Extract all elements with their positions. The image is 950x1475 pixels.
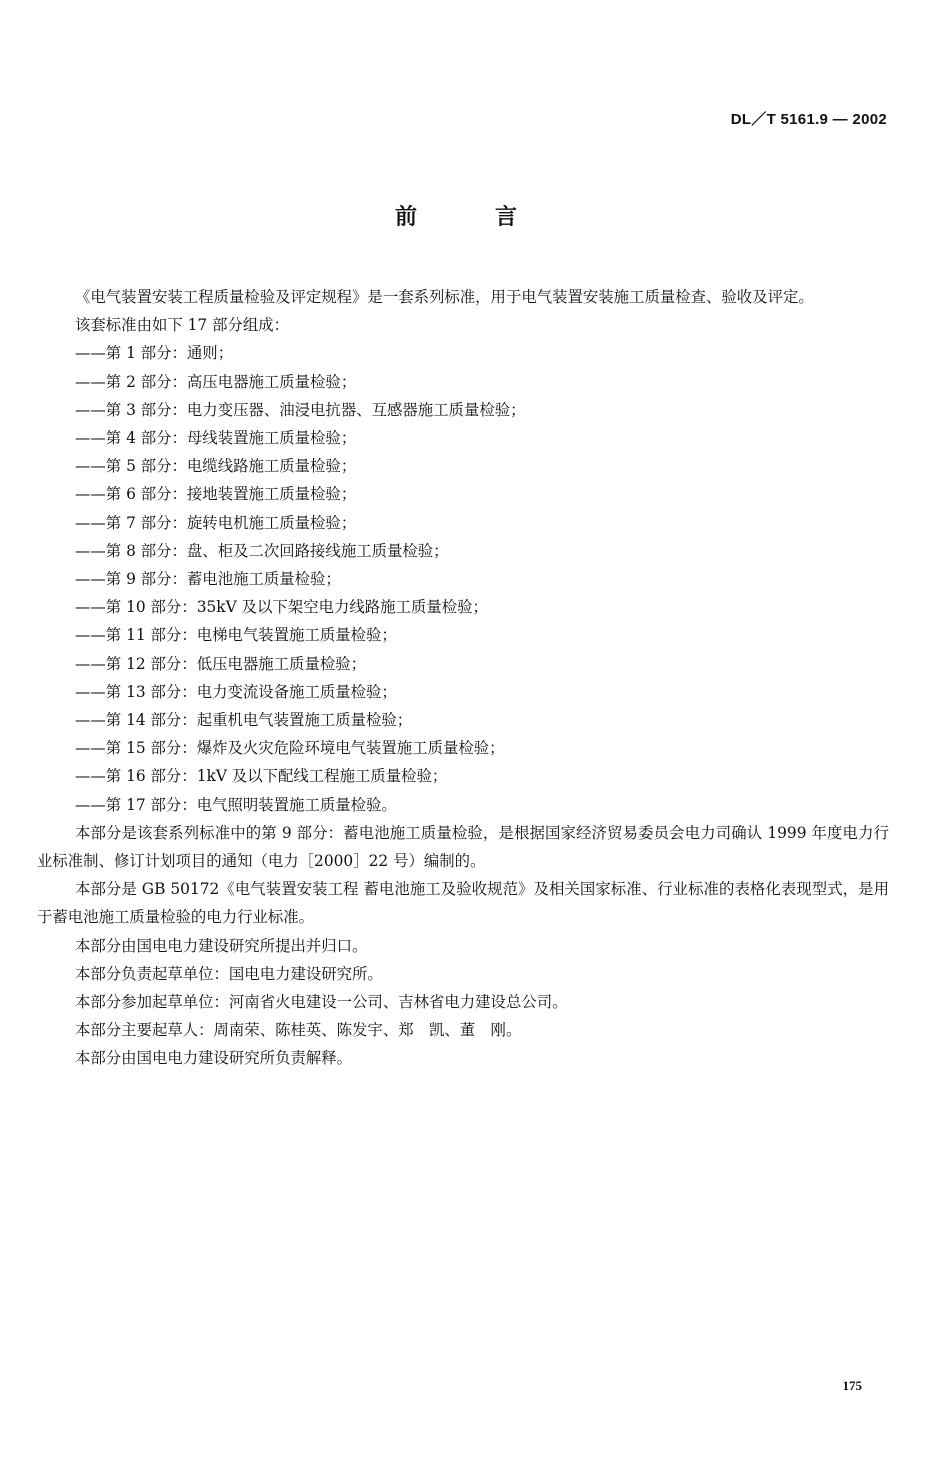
document-code: DL／T 5161.9 — 2002 <box>730 111 887 128</box>
foreword-body <box>37 283 889 1073</box>
list-item: ——第 4 部分：母线装置施工质量检验； <box>75 429 357 448</box>
intro-paragraph: 《电气装置安装工程质量检验及评定规程》是一套系列标准，用于电气装置安装施工质量检查、验收及评定。 <box>75 288 814 306</box>
list-item: ——第 13 部分：电力变流设备施工质量检验； <box>75 682 397 701</box>
list-item: ——第 6 部分：接地装置施工质量检验； <box>75 485 357 504</box>
list-item: ——第 12 部分：低压电器施工质量检验； <box>75 654 367 673</box>
proposer-paragraph: 本部分由国电电力建设研究所提出并归口。 <box>75 936 368 955</box>
list-item: ——第 7 部分：旋转电机施工质量检验； <box>75 513 357 532</box>
list-item: ——第 10 部分：35kV 及以下架空电力线路施工质量检验； <box>75 598 488 617</box>
composition-paragraph: 该套标准由如下 17 部分组成： <box>75 316 290 335</box>
section-scope-paragraph: 本部分是该套系列标准中的第 9 部分：蓄电池施工质量检验，是根据国家经济贸易委员会电力司确认 1999 年度电力行业标准制、修订计划项目的通知（电力［2000］22 号）编制的。 <box>37 823 889 871</box>
list-item: ——第 5 部分：电缆线路施工质量检验； <box>75 457 357 476</box>
list-item: ——第 2 部分：高压电器施工质量检验； <box>75 372 357 391</box>
list-item: ——第 3 部分：电力变压器、油浸电抗器、互感器施工质量检验； <box>75 400 526 419</box>
list-item: ——第 9 部分：蓄电池施工质量检验； <box>75 570 341 589</box>
list-item: ——第 16 部分：1kV 及以下配线工程施工质量检验； <box>75 767 448 786</box>
drafters-paragraph: 本部分主要起草人：周南荣、陈桂英、陈发宇、郑 凯、董 刚。 <box>75 1021 522 1040</box>
list-item: ——第 14 部分：起重机电气装置施工质量检验； <box>75 711 413 730</box>
participating-units-paragraph: 本部分参加起草单位：河南省火电建设一公司、吉林省电力建设总公司。 <box>75 993 568 1012</box>
list-item: ——第 11 部分：电梯电气装置施工质量检验； <box>75 626 397 645</box>
list-item: ——第 17 部分：电气照明装置施工质量检验。 <box>75 795 397 814</box>
page-title: 前言 <box>394 205 595 230</box>
list-item: ——第 8 部分：盘、柜及二次回路接线施工质量检验； <box>75 541 449 560</box>
interpretation-paragraph: 本部分由国电电力建设研究所负责解释。 <box>75 1049 353 1068</box>
list-item: ——第 15 部分：爆炸及火灾危险环境电气装置施工质量检验； <box>75 739 505 758</box>
standard-basis-paragraph: 本部分是 GB 50172《电气装置安装工程 蓄电池施工及验收规范》及相关国家标准、行业标准的表格化表现型式，是用于蓄电池施工质量检验的电力行业标准。 <box>37 880 889 927</box>
list-item: ——第 1 部分：通则； <box>75 344 234 363</box>
parts-list <box>37 339 889 818</box>
page-number: 175 <box>842 1378 862 1393</box>
drafting-unit-paragraph: 本部分负责起草单位：国电电力建设研究所。 <box>75 964 383 983</box>
